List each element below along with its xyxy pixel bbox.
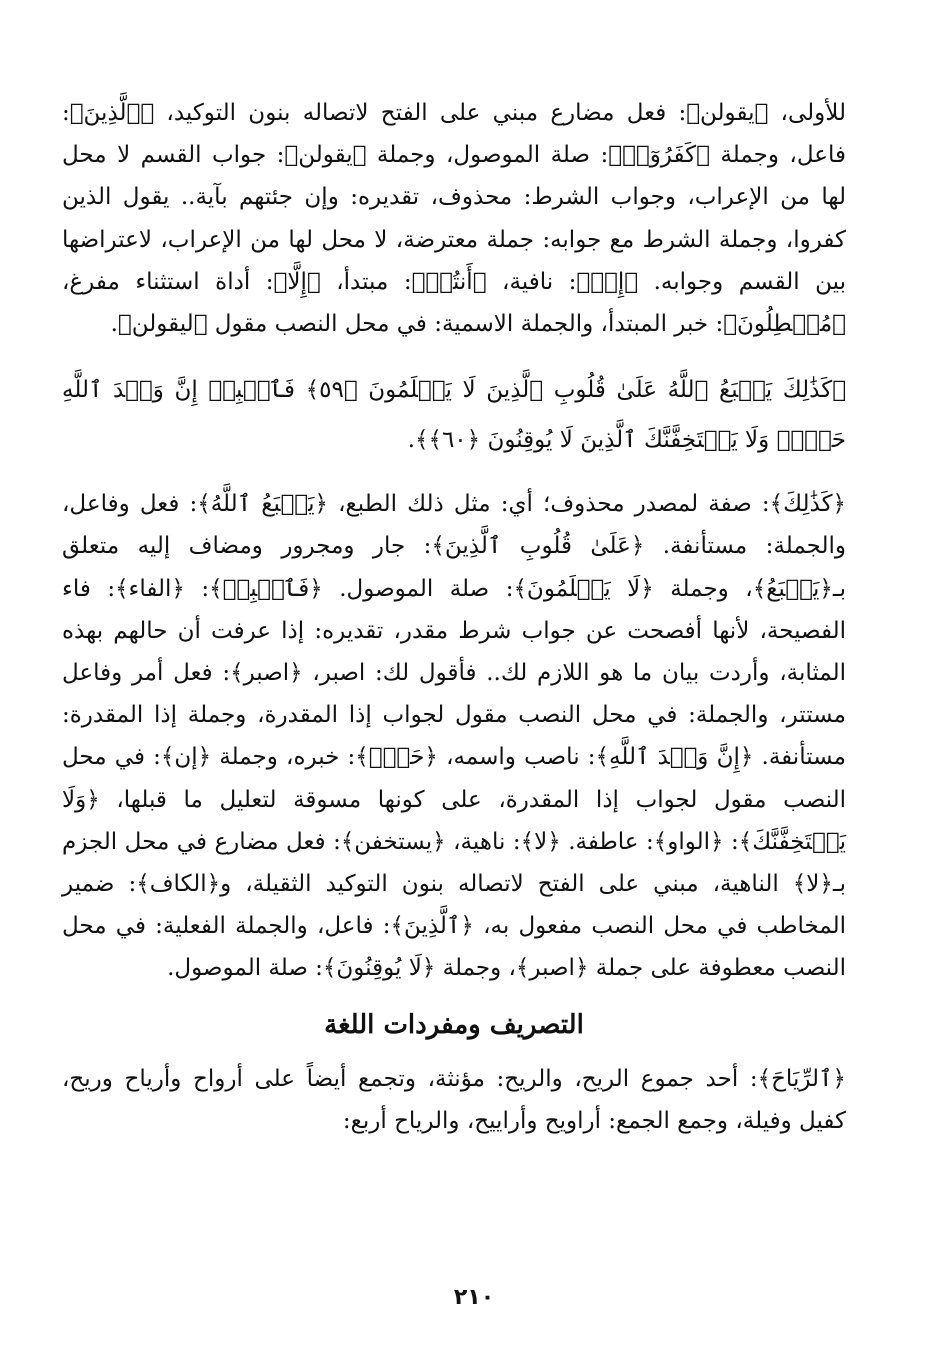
vocab-paragraph: ﴿ٱلرِّيَاحَ﴾: أحد جموع الريح، والريح: مؤنثة، وتجمع أيضاً على أرواح وأرياح وريح، كفيل وفيلة، وجمع الجمع: أراويح وأراييح، والرياح أربع: (62, 1065, 846, 1134)
section-heading: التصريف ومفردات اللغة (324, 1009, 584, 1040)
page-number: ٢١٠ (453, 1285, 495, 1310)
page-body (62, 92, 846, 1142)
continued-paragraph: للأولى، ﴿يقولن﴾: فعل مضارع مبني على الفتح لاتصاله بنون التوكيد، ﴿ٱلَّذِينَ﴾: فاعل، وجملة ﴿كَفَرُوٓا۟﴾: صلة الموصول، وجملة ﴿يقولن﴾: جواب القسم لا محل لها من الإعراب، وجواب الشرط: محذوف، تقديره: وإن جئتهم بآية.. يقول الذين كفروا، وجملة الشرط مع جوابه: جملة معترضة، لا محل لها من الإعراب، لاعتراضها بين القسم وجوابه. ﴿إِنۡ﴾: نافية، ﴿أَنتُمۡ﴾: مبتدأ، ﴿إِلَّا﴾: أداة استثناء مفرغ، ﴿مُبۡطِلُونَ﴾: خبر المبتدأ، والجملة الاسمية: في محل النصب مقول ﴿ليقولن﴾. (62, 100, 846, 338)
analysis-paragraph: ﴿كَذَٰلِكَ﴾: صفة لمصدر محذوف؛ أي: مثل ذلك الطبع، ﴿يَطۡبَعُ ٱللَّهُ﴾: فعل وفاعل، والجملة: مستأنفة. ﴿عَلَىٰ قُلُوبِ ٱلَّذِينَ﴾: جار ومجرور ومضاف إليه متعلق بـ﴿يَطۡبَعُ﴾، وجملة ﴿لَا يَعۡلَمُونَ﴾: صلة الموصول. ﴿فَٱصۡبِرۡ﴾: ﴿الفاء﴾: فاء الفصيحة، لأنها أفصحت عن جواب شرط مقدر، تقديره: إذا عرفت أن حالهم بهذه المثابة، وأردت بيان ما هو اللازم لك.. فأقول لك: اصبر، ﴿اصبر﴾: فعل أمر وفاعل مستتر، والجملة: في محل النصب مقول لجواب إذا المقدرة، وجملة إذا المقدرة: مستأنفة. ﴿إِنَّ وَعۡدَ ٱللَّهِ﴾: ناصب واسمه، ﴿حَقّٞ﴾: خبره، وجملة ﴿إن﴾: في محل النصب مقول لجواب إذا المقدرة، على كونها مسوقة لتعليل ما قبلها، ﴿وَلَا يَسۡتَخِفَّنَّكَ﴾: ﴿الواو﴾: عاطفة. ﴿لا﴾: ناهية، ﴿يستخفن﴾: فعل مضارع في محل الجزم بـ﴿لا﴾ الناهية، مبني على الفتح لاتصاله بنون التوكيد الثقيلة، و﴿الكاف﴾: ضمير المخاطب في محل النصب مفعول به، ﴿ٱلَّذِينَ﴾: فاعل، والجملة الفعلية: في محل النصب معطوفة على جملة ﴿اصبر﴾، وجملة ﴿لَا يُوقِنُونَ﴾: صلة الموصول. (62, 491, 846, 982)
quran-verse: ﴿كَذَٰلِكَ يَطۡبَعُ ٱللَّهُ عَلَىٰ قُلُوبِ ٱلَّذِينَ لَا يَعۡلَمُونَ ﴿٥٩﴾ فَٱصۡبِرۡ إِنَّ وَعۡدَ ٱللَّهِ حَقّٞۖ وَلَا يَسۡتَخِفَّنَّكَ ٱلَّذِينَ لَا يُوقِنُونَ ﴿٦٠﴾﴾. (62, 377, 847, 454)
